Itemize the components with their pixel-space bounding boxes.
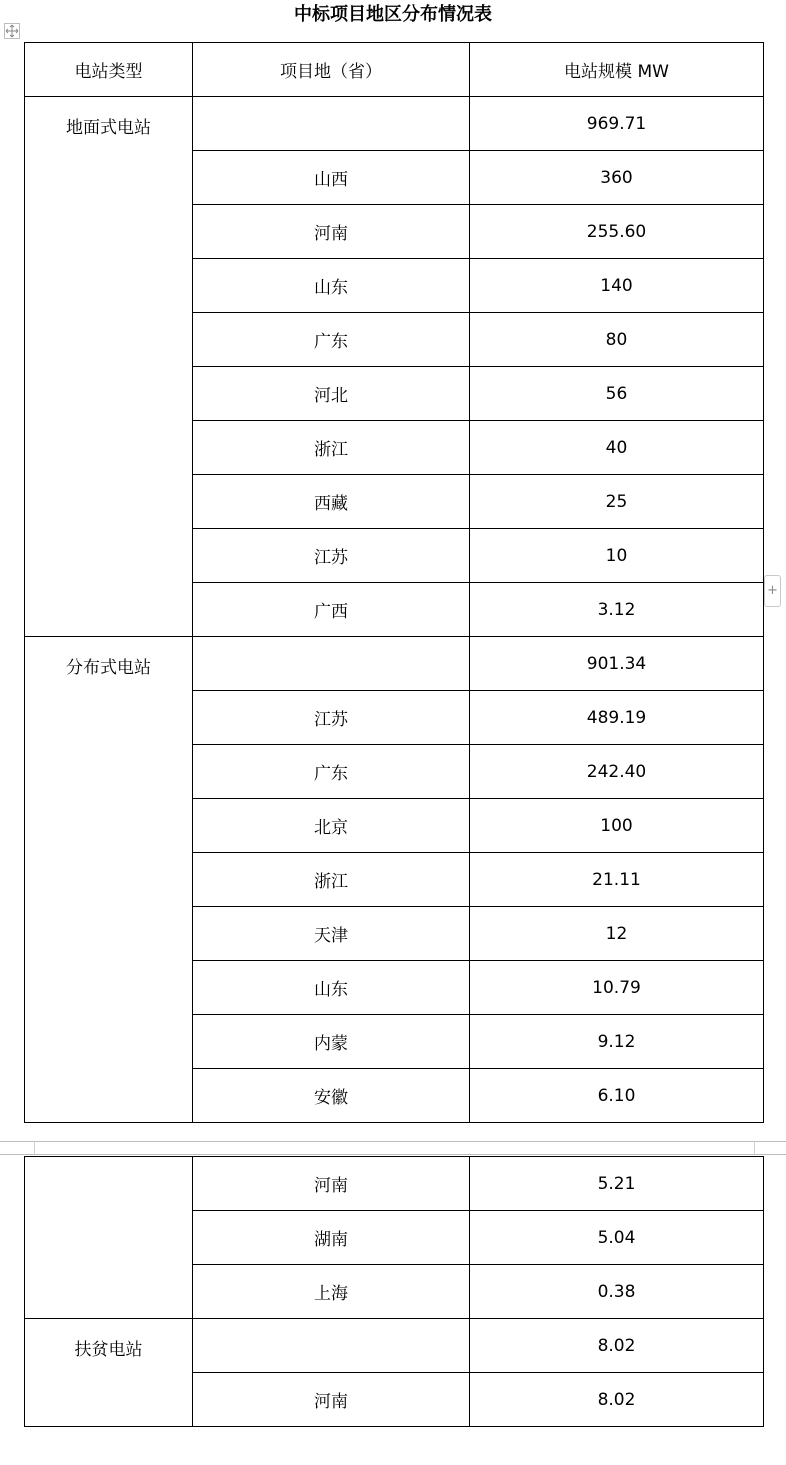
scale-cell: 100: [470, 799, 764, 853]
province-cell: 安徽: [193, 1069, 470, 1123]
province-cell: 湖南: [193, 1211, 470, 1265]
scale-cell: 10.79: [470, 961, 764, 1015]
scale-cell: 489.19: [470, 691, 764, 745]
scale-cell: 140: [470, 259, 764, 313]
scale-cell: 9.12: [470, 1015, 764, 1069]
province-cell: [193, 637, 470, 691]
group-total-cell: 8.02: [470, 1319, 764, 1373]
province-cell: 河南: [193, 205, 470, 259]
add-row-handle[interactable]: +: [764, 575, 781, 607]
province-cell: 河南: [193, 1157, 470, 1211]
scale-cell: 21.11: [470, 853, 764, 907]
province-cell: 江苏: [193, 529, 470, 583]
table-row: [25, 1157, 764, 1211]
group-total-row: [25, 637, 764, 691]
scale-cell: 25: [470, 475, 764, 529]
header-cell-type: 电站类型: [25, 43, 193, 97]
province-cell: 广西: [193, 583, 470, 637]
scale-cell: 40: [470, 421, 764, 475]
group-total-cell: 969.71: [470, 97, 764, 151]
header-cell-scale: 电站规模 MW: [470, 43, 764, 97]
scale-cell: 3.12: [470, 583, 764, 637]
province-cell: 西藏: [193, 475, 470, 529]
scale-cell: 12: [470, 907, 764, 961]
page-break-separator: [0, 1141, 786, 1155]
province-cell: [193, 1319, 470, 1373]
province-cell: 江苏: [193, 691, 470, 745]
province-cell: 广东: [193, 745, 470, 799]
province-cell: 内蒙: [193, 1015, 470, 1069]
province-cell: 山西: [193, 151, 470, 205]
scale-cell: 242.40: [470, 745, 764, 799]
group-total-cell: 901.34: [470, 637, 764, 691]
scale-cell: 5.04: [470, 1211, 764, 1265]
province-cell: 山东: [193, 961, 470, 1015]
group-total-row: [25, 97, 764, 151]
scale-cell: 5.21: [470, 1157, 764, 1211]
group-total-row: [25, 1319, 764, 1373]
province-cell: 山东: [193, 259, 470, 313]
scale-cell: 360: [470, 151, 764, 205]
province-cell: 河北: [193, 367, 470, 421]
scale-cell: 6.10: [470, 1069, 764, 1123]
province-cell: 北京: [193, 799, 470, 853]
province-cell: 浙江: [193, 853, 470, 907]
four-way-move-icon: [5, 24, 19, 38]
scale-cell: 8.02: [470, 1373, 764, 1427]
station-type-cell: 地面式电站: [25, 97, 193, 637]
province-cell: 天津: [193, 907, 470, 961]
province-cell: 河南: [193, 1373, 470, 1427]
province-cell: 上海: [193, 1265, 470, 1319]
scale-cell: 255.60: [470, 205, 764, 259]
header-row: [25, 43, 764, 97]
province-cell: [193, 97, 470, 151]
table-move-handle[interactable]: [4, 23, 20, 39]
scale-cell: 0.38: [470, 1265, 764, 1319]
station-type-cell: 扶贫电站: [25, 1319, 193, 1427]
province-cell: 浙江: [193, 421, 470, 475]
distribution-table: [24, 42, 764, 1123]
province-cell: 广东: [193, 313, 470, 367]
table-title: 中标项目地区分布情况表: [294, 4, 492, 25]
scale-cell: 80: [470, 313, 764, 367]
station-type-cell: 分布式电站: [25, 637, 193, 1123]
header-cell-province: 项目地（省）: [193, 43, 470, 97]
scale-cell: 56: [470, 367, 764, 421]
station-type-cell: [25, 1157, 193, 1319]
scale-cell: 10: [470, 529, 764, 583]
distribution-table-continued: [24, 1156, 764, 1427]
